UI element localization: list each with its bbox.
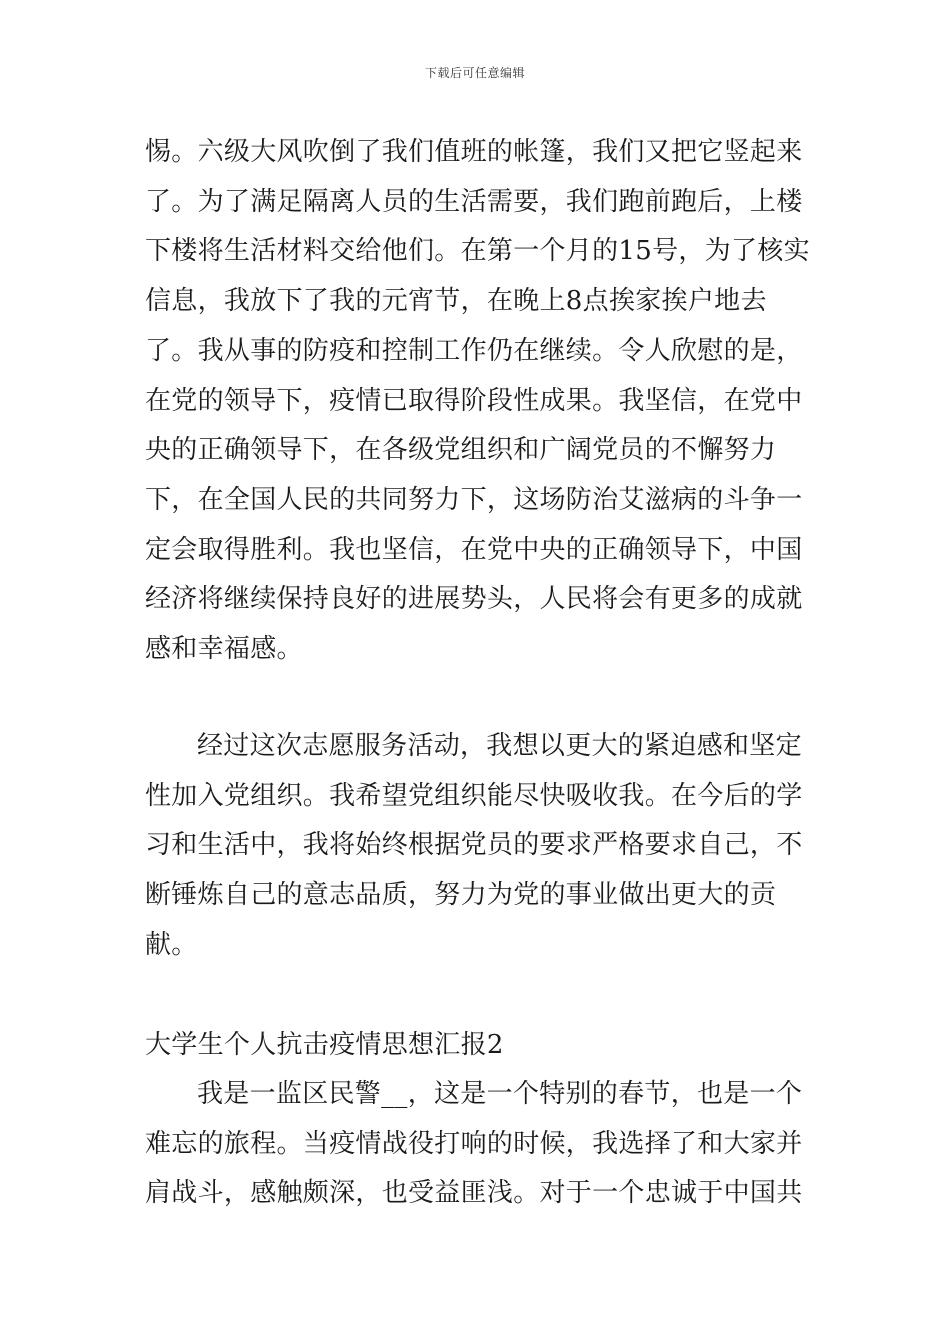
- body-paragraph-2: 经过这次志愿服务活动，我想以更大的紧迫感和坚定性加入党组织。我希望党组织能尽快吸收我。在今后的学习和生活中，我将始终根据党员的要求严格要求自己，不断锤炼自己的意志品质，努力为党的事业做出更大的贡献。: [145, 731, 803, 960]
- section-heading: 大学生个人抗击疫情思想汇报2: [145, 1030, 504, 1060]
- body-paragraph-3: 我是一监区民警__，这是一个特别的春节，也是一个难忘的旅程。当疫情战役打响的时候，我选择了和大家并肩战斗，感触颇深，也受益匪浅。对于一个忠诚于中国共: [145, 1079, 803, 1209]
- body-section-3: [145, 1070, 810, 1219]
- body-paragraph-1: 惕。六级大风吹倒了我们值班的帐篷，我们又把它竖起来了。为了满足隔离人员的生活需要，我们跑前跑后，上楼下楼将生活材料交给他们。在第一个月的15号，为了核实信息，我放下了我的元宵节，在晚上8点挨家挨户地去了。我从事的防疫和控制工作仍在继续。令人欣慰的是，在党的领导下，疫情已取得阶段性成果。我坚信，在党中央的正确领导下，在各级党组织和广阔党员的不懈努力下，在全国人民的共同努力下，这场防治艾滋病的斗争一定会取得胜利。我也坚信，在党中央的正确领导下，中国经济将继续保持良好的进展势头，人民将会有更多的成就感和幸福感。: [145, 137, 810, 665]
- body-section-1: [145, 128, 810, 675]
- download-note: 下载后可任意编辑: [424, 66, 525, 80]
- body-section-2: [145, 722, 810, 971]
